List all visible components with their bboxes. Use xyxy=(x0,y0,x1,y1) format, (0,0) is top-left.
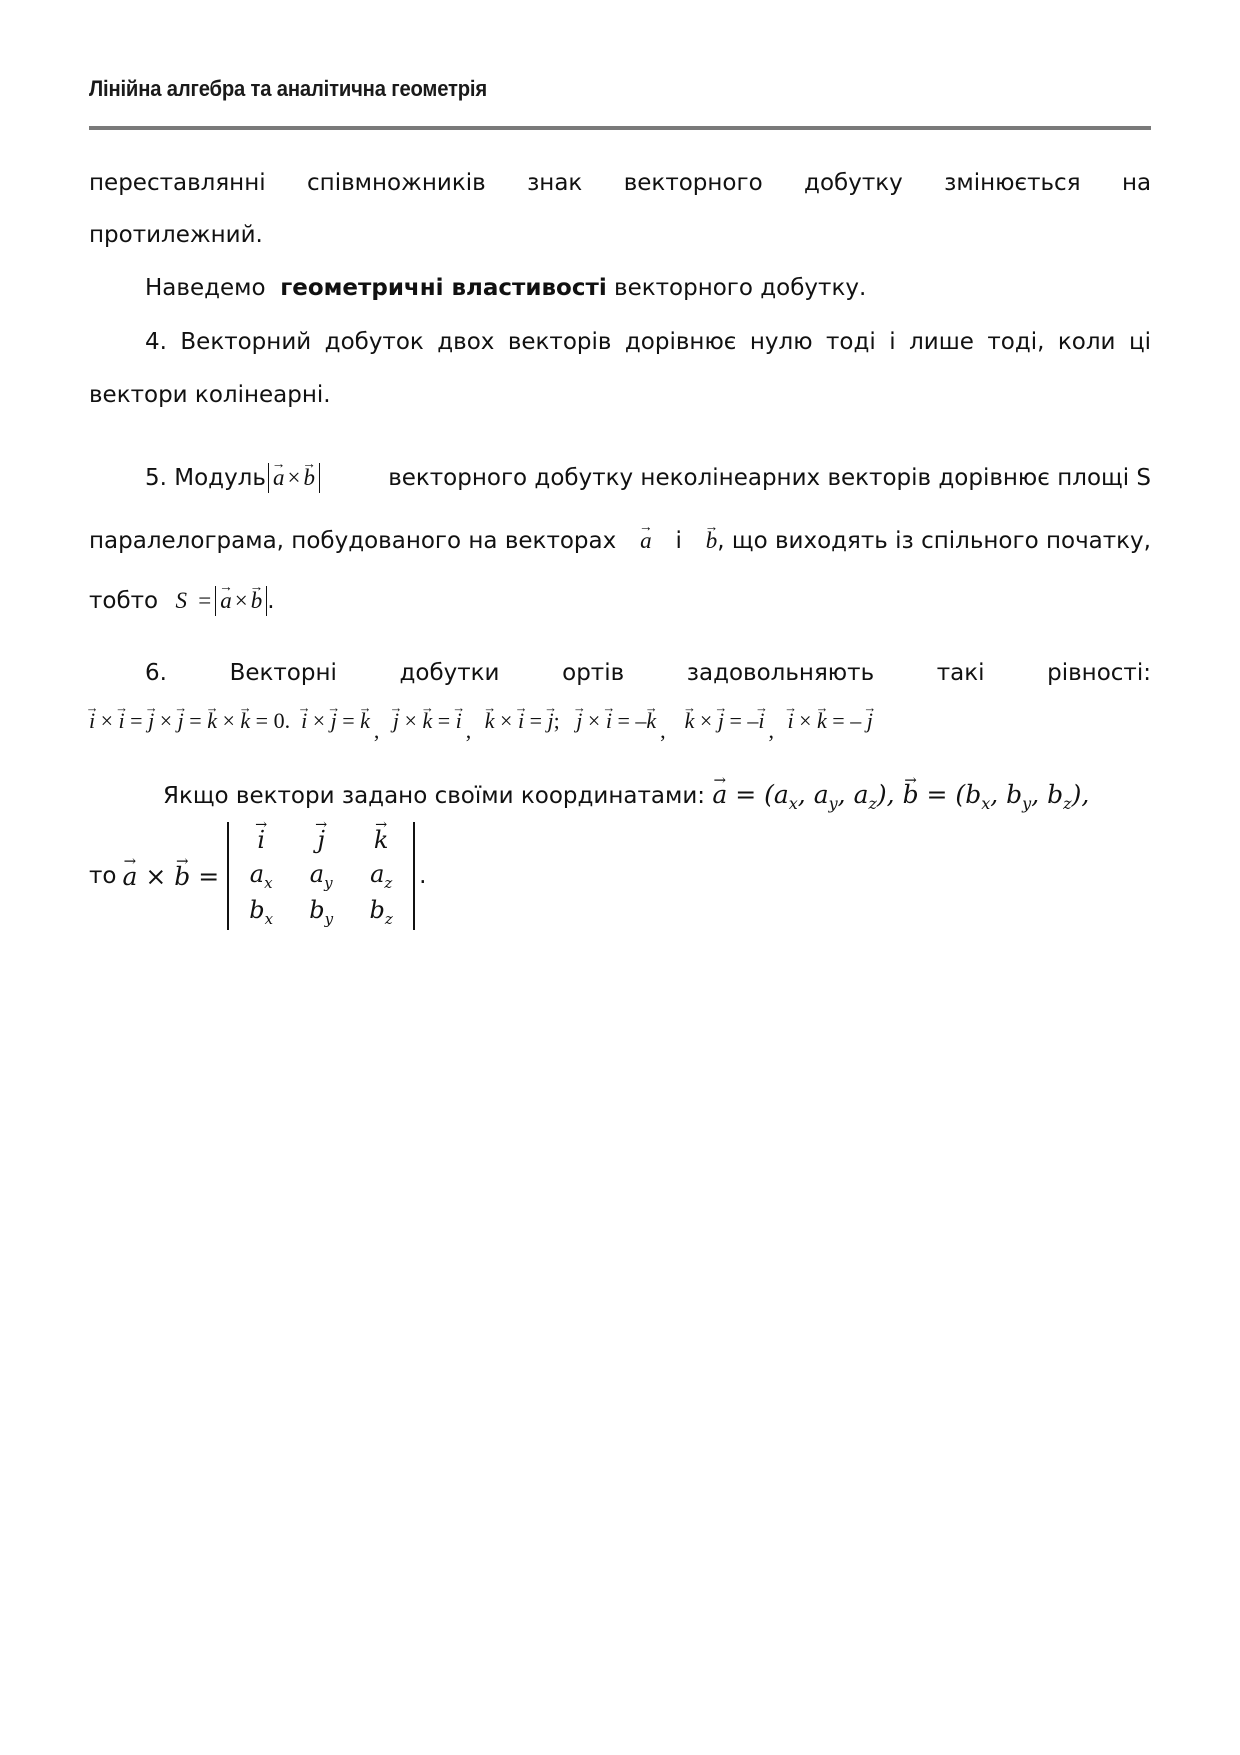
word: векторного xyxy=(623,170,763,196)
determinant-matrix: → i → j → k $a_x$ $a_y$ $a_z$ $b_x$ $b_y$ $b_z$ xyxy=(227,822,415,930)
orth-equalities: → i × → i = → j × → j = → k × → k = 0. → i × → j = → k , → j × → k = → i , → k × → i = → j; → j × → i = –→ k , → k × → j = –→ i , → i × → k = – → j xyxy=(89,708,873,734)
property-4: 4. Векторний добуток двох векторів дорівнює нулю тоді і лише тоді, коли ці вектори колінеарні. xyxy=(89,329,1151,408)
coordinates-sentence: Якщо вектори задано своїми координатами: → $a = (a_x$, $a_y$, $a_z$), → $b = (b_x$, $b_y$, $b_z$), xyxy=(163,780,1089,813)
bold-term: геометричні властивості xyxy=(280,275,607,301)
property-5-line1: 5. Модуль → a ×→ b векторного добутку неколінеарних векторів дорівнює площі S xyxy=(145,463,1151,493)
cross-product-modulus: → a ×→ b xyxy=(268,463,320,493)
paragraph-line xyxy=(89,170,1151,196)
header-divider xyxy=(89,126,1151,130)
word: змінюється xyxy=(944,170,1081,196)
cross-product-determinant: то → a × → b = → i → j → k $a_x$ $a_y$ $a_z$ $b_x$ $b_y$ $b_z$ . xyxy=(89,820,426,932)
word: знак xyxy=(527,170,583,196)
vector-a: → a xyxy=(640,528,652,554)
area-formula: → a ×→ b xyxy=(215,586,267,616)
vector-b: → b xyxy=(706,528,718,554)
word: добутку xyxy=(804,170,903,196)
property-5-line3: тобто S =→ a ×→ b . xyxy=(89,588,1151,614)
word: співмножників xyxy=(307,170,486,196)
word: на xyxy=(1121,170,1152,196)
intro-geometric-properties: Наведемо геометричні властивості векторного добутку. xyxy=(145,275,867,301)
paragraph-line: протилежний. xyxy=(89,222,263,248)
property-5-line2: паралелограма, побудованого на векторах → a і → b, що виходять із спільного початку, xyxy=(89,528,1151,554)
property-6: 6. Векторні добутки ортів задовольняють такі рівності: xyxy=(145,660,1151,686)
word: переставлянні xyxy=(89,170,266,196)
page-header-title: Лінійна алгебра та аналітична геометрія xyxy=(89,76,488,101)
